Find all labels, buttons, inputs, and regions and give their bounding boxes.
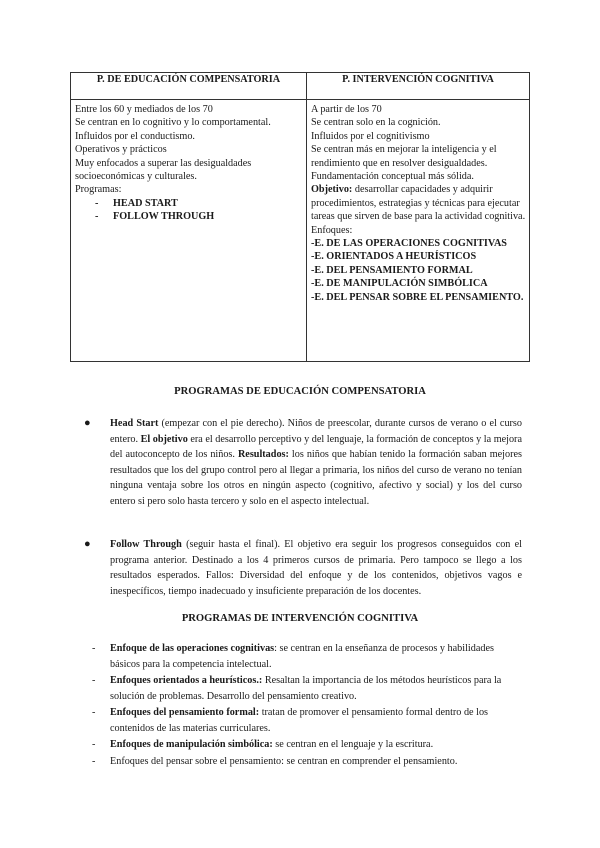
item-text: Resaltan la importancia de los métodos heurísticos para la solución de problemas. Desarrollo del pensamiento creativo. <box>110 675 502 702</box>
right-line: Fundamentación conceptual más sólida. <box>311 171 474 183</box>
bullet-icon: ● <box>84 417 91 429</box>
list-item <box>84 705 524 736</box>
program-item: - FOLLOW THROUGH <box>95 211 215 223</box>
left-column-header: P. DE EDUCACIÓN COMPENSATORIA <box>71 73 307 100</box>
item-text: tratan de promover el pensamiento formal dentro de los contenidos de las materias curriculares. <box>110 707 489 734</box>
dash-marker: - <box>92 643 96 654</box>
objective-label: Objetivo: <box>311 184 353 196</box>
approaches-label: Enfoques: <box>311 224 353 236</box>
follow-through-paragraph <box>110 537 522 599</box>
right-column-cell <box>307 100 530 362</box>
cognitive-approach-list <box>84 641 524 770</box>
program-item: - HEAD START <box>95 197 178 209</box>
left-column-cell <box>71 100 307 362</box>
list-item <box>84 754 524 770</box>
dash-marker: - <box>92 675 96 686</box>
right-column-header: P. INTERVENCIÓN COGNITIVA <box>307 73 530 100</box>
left-line: Entre los 60 y mediados de los 70 <box>75 104 213 115</box>
item-label: Enfoques orientados a heurísticos.: <box>110 675 263 686</box>
approach-item: -E. DE MANIPULACIÓN SIMBÓLICA <box>311 278 488 290</box>
head-start-paragraph <box>110 416 522 509</box>
right-line: Influidos por el cognitivismo <box>311 130 430 142</box>
dash-marker: - <box>92 707 96 718</box>
item-label: Enfoques del pensamiento formal: <box>110 707 260 718</box>
item-label: Enfoques de manipulación simbólica: <box>110 739 273 750</box>
head-start-text: era el desarrollo perceptivo y del lenguaje, la formación de conceptos y la mejora del autoconcepto de los niños. <box>110 433 522 460</box>
bullet-follow-through <box>84 537 522 599</box>
bullet-icon: ● <box>84 538 91 550</box>
follow-through-text: (seguir hasta el final). El objetivo era seguir los progresos conseguidos con el programa anterior. Destinado a los 4 primeros cursos de primaria. Pero tampoco se llego a los resultados esperados. Fallos: Diversidad del enfoque y de los contenidos, objetivos vagos e inespecíficos, tiempo inadecuado y insuficiente preparación de los docentes. <box>110 539 523 597</box>
approach-item: -E. DEL PENSAR SOBRE EL PENSAMIENTO. <box>311 291 524 303</box>
left-line: Influidos por el conductismo. <box>75 130 195 142</box>
head-start-text: los niños que habían tenido la formación saban mejores resultados que los del grupo control pero al llegar a primaria, los niños del curso de verano no tenían ninguna ventaja sobre los otros en ningún aspecto (cognitivo, afectivo y social) y los del curso entero si pero solo hasta tercero y solo en el aspecto intelectual. <box>110 449 522 507</box>
left-line: Programas: <box>75 184 122 196</box>
bullet-head-start <box>84 416 522 509</box>
head-start-text: (empezar con el pie derecho). Niños de preescolar, durante cursos de verano o el curso entero. <box>110 418 522 445</box>
section-title-compensatory: PROGRAMAS DE EDUCACIÓN COMPENSATORIA <box>174 386 426 397</box>
item-text: : se centran en la enseñanza de procesos y habilidades básicos para la competencia intelectual. <box>110 643 494 670</box>
program-name: HEAD START <box>113 197 178 209</box>
left-line: Muy enfocados a superar las desigualdades <box>75 157 252 169</box>
left-line: Operativos y prácticos <box>75 144 167 156</box>
follow-through-label: Follow Through <box>110 539 182 550</box>
dash-marker: - <box>92 739 96 750</box>
list-item <box>84 737 524 753</box>
item-text: Enfoques del pensar sobre el pensamiento: se centran en comprender el pensamiento. <box>110 755 458 767</box>
right-line: Se centran solo en la cognición. <box>311 117 441 129</box>
dash-marker: - <box>92 755 96 767</box>
list-item <box>84 673 524 704</box>
approach-item: -E. DE LAS OPERACIONES COGNITIVAS <box>311 238 507 250</box>
left-line: socioeconómicas y culturales. <box>75 171 197 183</box>
objective-paragraph <box>311 183 526 223</box>
section-title-cognitive: PROGRAMAS DE INTERVENCIÓN COGNITIVA <box>181 613 419 624</box>
approach-item: -E. ORIENTADOS A HEURÍSTICOS <box>311 251 477 263</box>
head-start-label: Head Start <box>110 418 159 429</box>
objective-label: El objetivo <box>140 433 188 445</box>
approach-item: -E. DEL PENSAMIENTO FORMAL <box>311 264 473 276</box>
results-label: Resultados: <box>237 449 289 460</box>
right-line: Se centran más en mejorar la inteligencia y el rendimiento que en resolver desigualdades. <box>311 144 497 169</box>
objective-text: desarrollar capacidades y adquirir procedimientos, estrategias y técnicas para ejecutar tareas que sirven de base para la actividad cognitiva. <box>311 184 526 223</box>
list-item <box>84 641 524 672</box>
item-text: se centran en el lenguaje y la escritura. <box>272 739 434 750</box>
right-line: A partir de los 70 <box>311 104 382 115</box>
program-name: FOLLOW THROUGH <box>113 211 215 223</box>
comparison-table <box>70 72 530 362</box>
left-line: Se centran en lo cognitivo y lo comportamental. <box>75 117 271 129</box>
item-label: Enfoque de las operaciones cognitivas <box>110 643 275 654</box>
